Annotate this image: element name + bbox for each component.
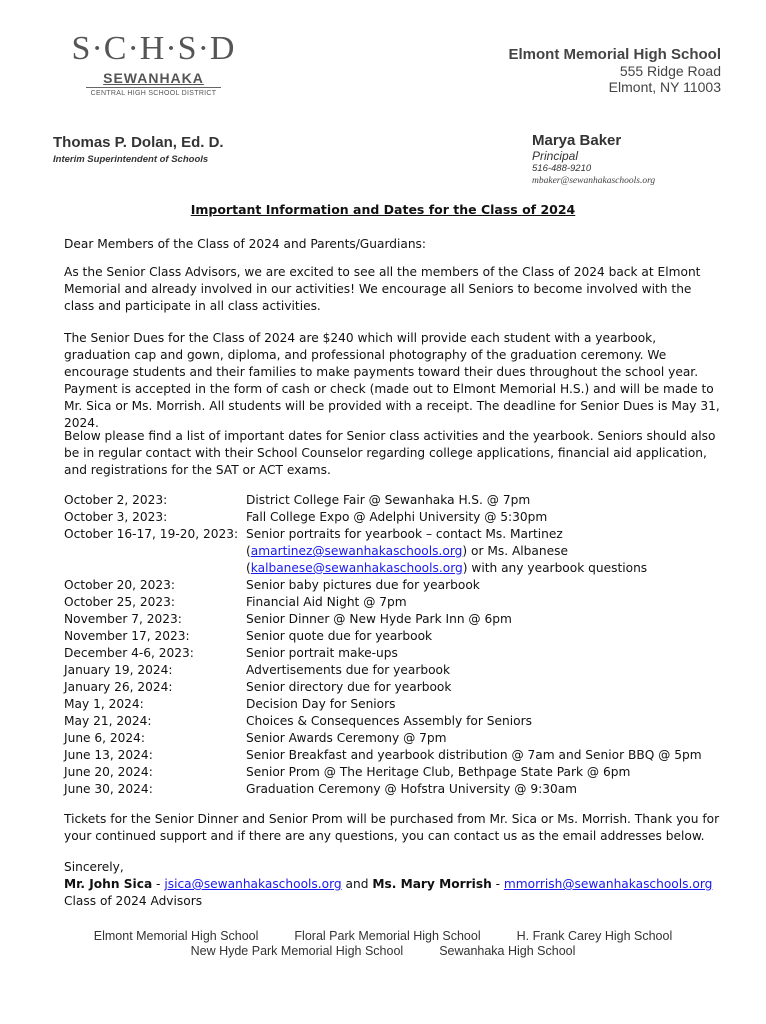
event-cell: Senior baby pictures due for yearbook (246, 578, 480, 592)
date-row (64, 594, 724, 611)
date-cell: October 16-17, 19-20, 2023: (64, 527, 239, 541)
event-cell: Choices & Consequences Assembly for Seniors (246, 714, 532, 728)
date-cell: June 13, 2024: (64, 748, 153, 762)
date-cell: December 4-6, 2023: (64, 646, 194, 660)
date-row (64, 713, 724, 730)
date-cell: May 1, 2024: (64, 697, 144, 711)
date-row (64, 492, 724, 509)
address-line-1: 555 Ridge Road (619, 63, 721, 79)
event-cell: Decision Day for Seniors (246, 697, 396, 711)
district-logo (66, 30, 241, 100)
date-row (64, 781, 724, 798)
footer-row-2 (0, 944, 766, 959)
superintendent-block (53, 134, 224, 165)
date-row (64, 730, 724, 747)
event-cell: Senior Prom @ The Heritage Club, Bethpage State Park @ 6pm (246, 765, 631, 779)
footer-school: H. Frank Carey High School (516, 929, 673, 943)
contact-email-link[interactable]: kalbanese@sewanhakaschools.org (250, 561, 463, 575)
contact-email-link[interactable]: amartinez@sewanhakaschools.org (250, 544, 463, 558)
greeting-text: Dear Members of the Class of 2024 and Parents/Guardians: (64, 237, 427, 251)
event-cell (246, 543, 724, 560)
logo-letters: S·C·H·S·D (71, 30, 236, 67)
paragraph-2-text: The Senior Dues for the Class of 2024 are $240 which will provide each student with a yearbook, graduation cap and gown, diploma, and professional photography of the graduation ceremony. We encourage students and their families to make payments toward their dues throughout the school year. Payment is accepted in the form of cash or check (made out to Elmont Memorial H.S.) and will be made to Mr. Sica or Ms. Morrish. All students will be provided with a receipt. The deadline for Senior Dues is May 31, 2024. (64, 331, 720, 430)
event-cell: Graduation Ceremony @ Hofstra University @ 9:30am (246, 782, 578, 796)
date-cell: June 20, 2024: (64, 765, 153, 779)
important-dates-list (64, 492, 724, 798)
date-row (64, 509, 724, 526)
date-row (64, 611, 724, 628)
date-cell: November 17, 2023: (64, 629, 190, 643)
paragraph-2 (64, 330, 724, 432)
logo-name: SEWANHAKA (103, 70, 204, 86)
address-line-2: Elmont, NY 11003 (608, 79, 721, 95)
footer-school: Floral Park Memorial High School (294, 929, 481, 943)
event-text: ( (246, 544, 251, 558)
event-cell (246, 560, 724, 577)
date-cell: October 3, 2023: (64, 510, 168, 524)
logo-divider (86, 87, 221, 88)
footer-school: Sewanhaka High School (439, 944, 576, 958)
paragraph-1 (64, 264, 724, 315)
event-cell: Senior directory due for yearbook (246, 680, 452, 694)
footer-school: New Hyde Park Memorial High School (190, 944, 404, 958)
date-cell: January 26, 2024: (64, 680, 173, 694)
logo-subtitle: CENTRAL HIGH SCHOOL DISTRICT (90, 90, 217, 97)
letter-title: Important Information and Dates for the Class of 2024 (190, 202, 576, 217)
school-name: Elmont Memorial High School (508, 46, 721, 63)
date-row (64, 526, 724, 543)
greeting (64, 236, 724, 253)
date-row (64, 679, 724, 696)
event-cell: Fall College Expo @ Adelphi University @ 5:30pm (246, 510, 548, 524)
advisor-1-email-link[interactable]: jsica@sewanhakaschools.org (164, 877, 342, 891)
date-cell: October 2, 2023: (64, 493, 168, 507)
date-cell: January 19, 2024: (64, 663, 173, 677)
superintendent-title: Interim Superintendent of Schools (53, 154, 209, 165)
date-cell: June 6, 2024: (64, 731, 146, 745)
date-row (64, 543, 724, 560)
paragraph-4-text: Tickets for the Senior Dinner and Senior Prom will be purchased from Mr. Sica or Ms. Morrish. Thank you for your continued support and if there are any questions, you can contact us as the email addresses below. (64, 812, 720, 843)
principal-block (532, 132, 655, 187)
and-text: and (341, 877, 373, 891)
advisor-2-email-link[interactable]: mmorrish@sewanhakaschools.org (503, 877, 713, 891)
date-cell (64, 543, 246, 560)
date-row (64, 560, 724, 577)
date-row (64, 662, 724, 679)
principal-name: Marya Baker (532, 132, 622, 149)
event-cell: Financial Aid Night @ 7pm (246, 595, 407, 609)
advisor-1-name: Mr. John Sica (64, 877, 153, 891)
event-text: ) with any yearbook questions (462, 561, 648, 575)
paragraph-1-text: As the Senior Class Advisors, we are excited to see all the members of the Class of 2024 back at Elmont Memorial and already involved in our activities! We encourage all Seniors to become involved with the class and participate in all class activities. (64, 265, 701, 313)
date-cell: June 30, 2024: (64, 782, 153, 796)
date-row (64, 645, 724, 662)
date-cell: November 7, 2023: (64, 612, 182, 626)
date-cell: October 25, 2023: (64, 595, 176, 609)
closing: Sincerely, (64, 860, 124, 874)
signature-block (64, 859, 724, 910)
paragraph-3-text: Below please find a list of important dates for Senior class activities and the yearbook. Seniors should also be in regular contact with their School Counselor regarding college applications, financial aid application, and registrations for the SAT or ACT exams. (64, 429, 716, 477)
footer-row-1 (0, 929, 766, 944)
date-row (64, 628, 724, 645)
date-cell: May 21, 2024: (64, 714, 152, 728)
paragraph-4 (64, 811, 724, 845)
date-row (64, 577, 724, 594)
event-text: ( (246, 561, 251, 575)
paragraph-3 (64, 428, 724, 479)
dash-1: - (152, 877, 165, 891)
principal-phone: 516-488-9210 (532, 163, 592, 174)
event-text: ) or Ms. Albanese (462, 544, 568, 558)
date-cell (64, 560, 246, 577)
event-cell: Senior Dinner @ New Hyde Park Inn @ 6pm (246, 612, 512, 626)
advisor-2-name: Ms. Mary Morrish (372, 877, 492, 891)
date-row (64, 764, 724, 781)
advisors-line (64, 876, 724, 893)
event-cell: Advertisements due for yearbook (246, 663, 451, 677)
event-cell: District College Fair @ Sewanhaka H.S. @ 7pm (246, 493, 531, 507)
school-address-block (508, 46, 721, 95)
event-cell: Senior Breakfast and yearbook distribution @ 7am and Senior BBQ @ 5pm (246, 748, 702, 762)
principal-email: mbaker@sewanhakaschools.org (532, 176, 656, 186)
district-schools-footer (0, 929, 766, 959)
date-row (64, 696, 724, 713)
event-cell: Senior portrait make-ups (246, 646, 398, 660)
signature-title: Class of 2024 Advisors (64, 894, 203, 908)
event-cell: Senior Awards Ceremony @ 7pm (246, 731, 447, 745)
dash-2: - (491, 877, 504, 891)
principal-title: Principal (532, 149, 579, 163)
date-cell: October 20, 2023: (64, 578, 176, 592)
footer-school: Elmont Memorial High School (93, 929, 259, 943)
event-cell: Senior portraits for yearbook – contact Ms. Martinez (246, 527, 563, 541)
date-row (64, 747, 724, 764)
event-cell: Senior quote due for yearbook (246, 629, 433, 643)
superintendent-name: Thomas P. Dolan, Ed. D. (53, 134, 224, 151)
